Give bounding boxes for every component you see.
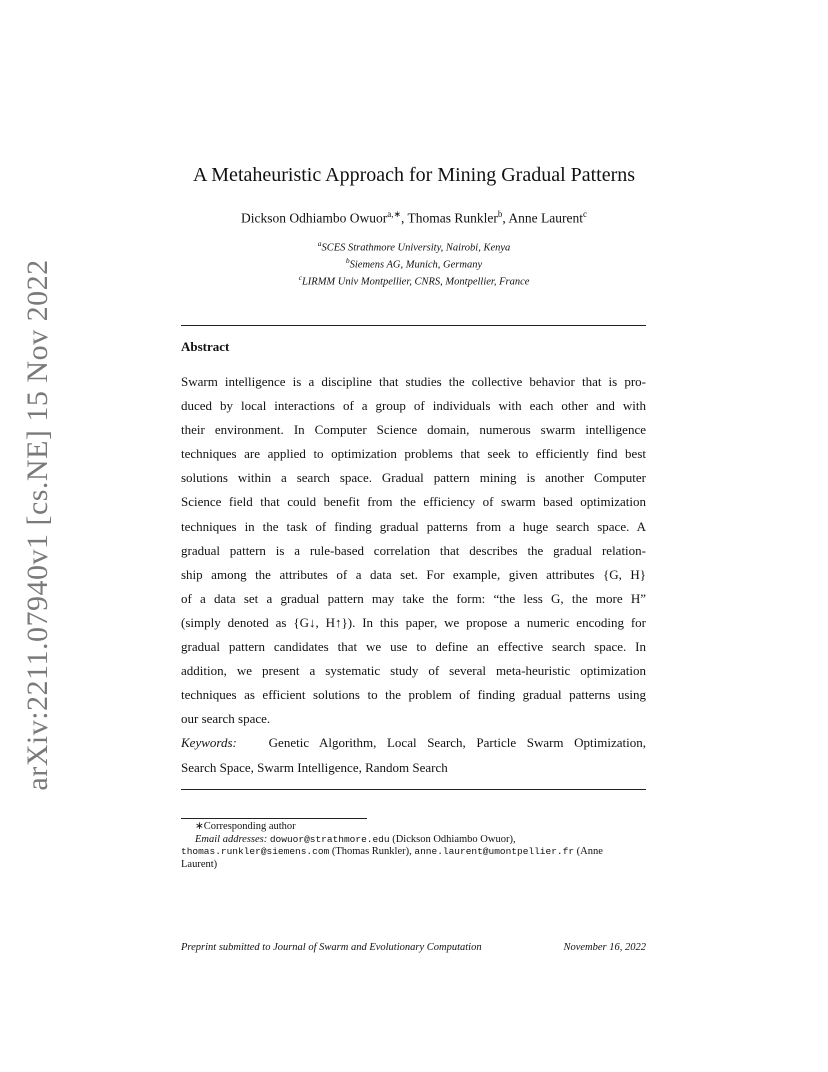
keywords-text: Genetic Algorithm, Local Search, Particle Swarm Optimization,: [268, 735, 646, 751]
author-affil-mark: b: [497, 209, 503, 219]
affil-text: Siemens AG, Munich, Germany: [349, 259, 483, 271]
paper-title: A Metaheuristic Approach for Mining Gradual Patterns: [192, 164, 636, 186]
email-owner-continued: Laurent): [181, 858, 218, 870]
abstract-body: [181, 370, 646, 780]
affiliation-list: [0, 238, 828, 289]
author-list: Dickson Odhiambo Owuor$^{a,∗}$, Thomas Runkler$^b$, Anne Laurent$^c$: [240, 209, 588, 226]
preprint-journal: Preprint submitted to Journal of Swarm and Evolutionary Computation: [181, 942, 482, 953]
abstract-line: Science field that could benefit from the efficiency of swarm based optimization: [181, 494, 646, 510]
abstract-line: of a data set a gradual pattern may take the form: “the less G, the more H”: [181, 590, 646, 606]
abstract-heading: Abstract: [181, 339, 230, 354]
email-label: Email addresses:: [195, 833, 268, 845]
abstract-line: addition, we present a systematic study of several meta-heuristic optimization: [181, 663, 646, 679]
affil-mark: b: [345, 256, 350, 265]
corresponding-author-note: ∗Corresponding author: [195, 821, 296, 832]
abstract-line: their environment. In Computer Science domain, numerous swarm intelligence: [181, 422, 646, 438]
keywords-label: Keywords:: [181, 735, 237, 751]
preprint-footer: [181, 942, 646, 953]
author-name: Thomas Runkler: [407, 210, 498, 226]
keywords-line: Search Space, Swarm Intelligence, Random Search: [181, 759, 448, 775]
abstract-bottom-rule: [181, 789, 646, 790]
abstract-line: our search space.: [181, 711, 271, 727]
affiliation: [0, 255, 828, 272]
preprint-date: November 16, 2022: [563, 942, 646, 953]
abstract-line: (simply denoted as {G↓, H↑}). In this paper, we propose a numeric encoding for: [181, 614, 646, 630]
abstract-line: ship among the attributes of a data set. For example, given attributes {G, H}: [181, 566, 646, 582]
author-name: Anne Laurent: [508, 210, 584, 226]
email-owner: (Anne: [576, 846, 603, 858]
affil-text: LIRMM Univ Montpellier, CNRS, Montpellier, France: [301, 276, 530, 288]
email-owner: (Thomas Runkler),: [331, 846, 412, 858]
abstract-line: techniques are applied to optimization problems that seek to efficiently find best: [181, 446, 646, 462]
email-owner: (Dickson Odhiambo Owuor),: [392, 833, 516, 845]
footnote: [181, 821, 646, 871]
email-line: [181, 846, 646, 859]
email-link[interactable]: thomas.runkler@siemens.com: [181, 846, 330, 858]
keywords-line: [181, 731, 646, 755]
author-affil-mark: c: [583, 209, 588, 219]
abstract-top-rule: [181, 325, 646, 326]
email-link[interactable]: dowuor@strathmore.edu: [269, 833, 390, 845]
affiliation: [0, 238, 828, 255]
author-name: Dickson Odhiambo Owuor: [240, 210, 388, 226]
affiliation: [0, 272, 828, 289]
affil-mark: c: [298, 273, 302, 282]
footnote-rule: [181, 818, 367, 819]
author-affil-mark: a,∗: [387, 209, 402, 219]
email-line: [181, 834, 646, 847]
affil-text: SCES Strathmore University, Nairobi, Kenya: [321, 242, 511, 254]
email-link[interactable]: anne.laurent@umontpellier.fr: [414, 846, 575, 858]
affil-mark: a: [317, 239, 322, 248]
abstract-line: gradual pattern candidates that we use to define an effective search space. In: [181, 639, 646, 655]
abstract-line: Swarm intelligence is a discipline that studies the collective behavior that is pro-: [181, 374, 646, 389]
abstract-line: solutions within a search space. Gradual pattern mining is another Computer: [181, 470, 646, 486]
abstract-line: gradual pattern is a rule-based correlation that describes the gradual relation-: [181, 542, 646, 558]
abstract-line: techniques as efficient solutions to the problem of finding gradual patterns using: [181, 687, 646, 703]
abstract-line: techniques in the task of finding gradual patterns from a huge search space. A: [181, 518, 646, 534]
abstract-line: duced by local interactions of a group of individuals with each other and with: [181, 398, 646, 414]
arxiv-side-stamp: arXiv:2211.07940v1 [cs.NE] 15 Nov 2022: [21, 259, 54, 791]
